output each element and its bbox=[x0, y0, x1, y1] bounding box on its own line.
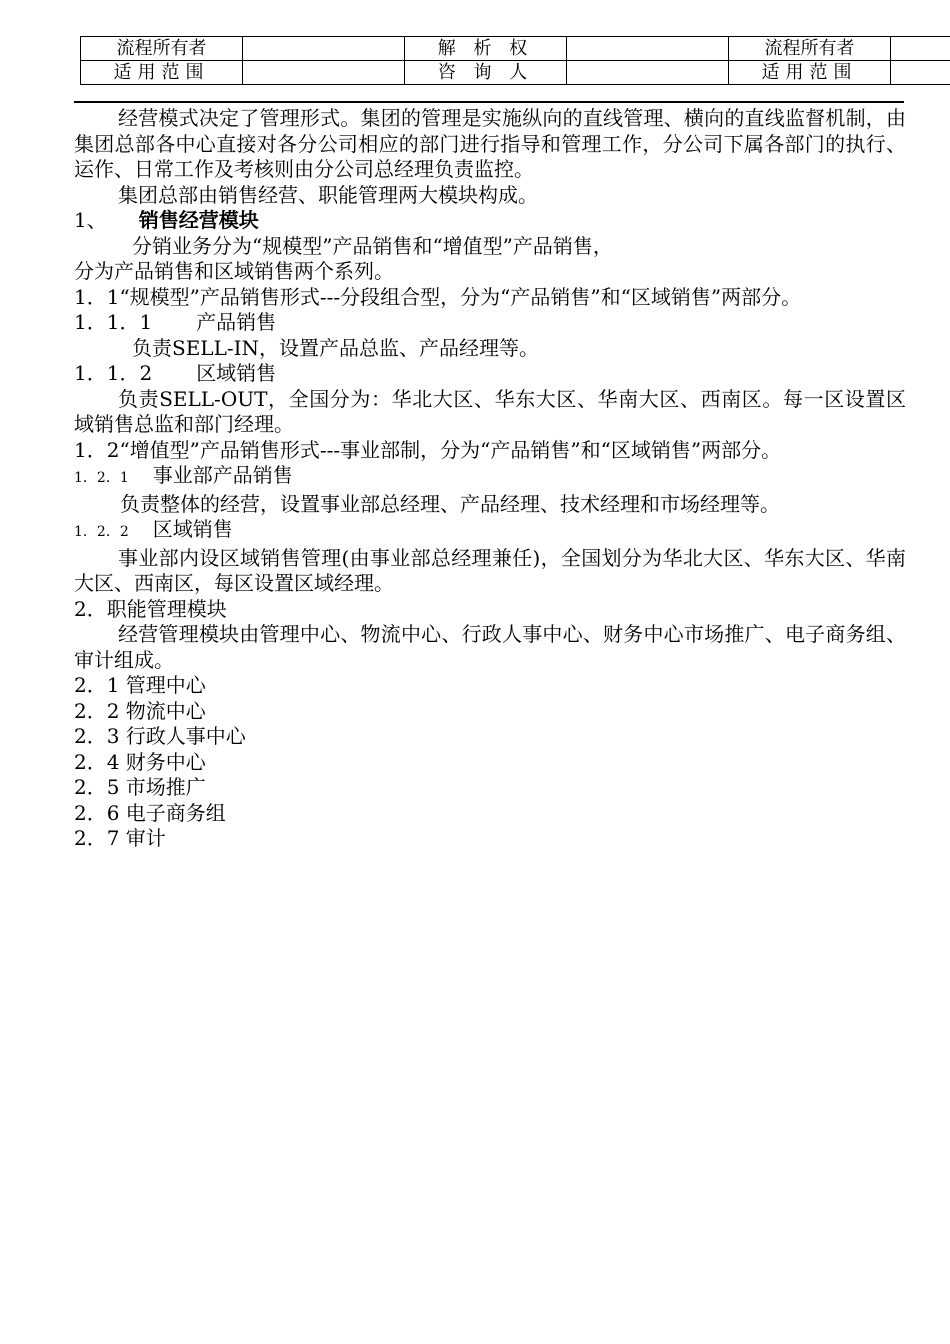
section-1-2-2-number: 1．2．2 bbox=[74, 524, 129, 540]
section-1-2-2-paragraph: 事业部内设区域销售管理(由事业部总经理兼任)，全国划分为华北大区、华东大区、华南大区、西南区，每区设置区域经理。 bbox=[74, 545, 906, 595]
section-1-1-1-heading bbox=[74, 310, 906, 336]
header-cell-process-owner: 流程所有者 bbox=[729, 37, 891, 61]
section-1-paragraph: 分销业务分为“规模型”产品销售和“增值型”产品销售， bbox=[132, 233, 613, 258]
section-1-2-1-title: 事业部产品销售 bbox=[152, 463, 293, 487]
section-2-list-item: 2．7 审计 bbox=[74, 826, 166, 850]
section-1-2-2-heading bbox=[74, 517, 906, 546]
section-2-list-item: 2．1 管理中心 bbox=[74, 673, 206, 697]
section-1-1-2-paragraph: 负责SELL-OUT，全国分为：华北大区、华东大区、华南大区、西南区。每一区设置区域销售总监和部门经理。 bbox=[74, 386, 906, 436]
section-1-2-2-title: 区域销售 bbox=[152, 517, 233, 541]
paragraph-intro: 经营模式决定了管理形式。集团的管理是实施纵向的直线管理、横向的直线监督机制，由集团总部各中心直接对各分公司相应的部门进行指导和管理工作，分公司下属各部门的执行、运作、日常工作及考核则由分公司总经理负责监控。 bbox=[74, 106, 906, 181]
header-rule bbox=[74, 101, 904, 103]
section-1-heading bbox=[74, 208, 906, 234]
header-table bbox=[80, 36, 950, 85]
header-cell-process-owner: 流程所有者 bbox=[81, 37, 243, 61]
section-1-1-2-number: 1．1．2 bbox=[74, 361, 153, 385]
section-1-1-2-title: 区域销售 bbox=[196, 361, 277, 385]
section-1-paragraph: 分为产品销售和区域销售两个系列。 bbox=[74, 259, 394, 283]
section-1-2-1-number: 1．2．1 bbox=[74, 470, 129, 486]
section-1-title: 销售经营模块 bbox=[138, 208, 259, 232]
section-1-2-heading: 1．2“增值型”产品销售形式---事业部制，分为“产品销售”和“区域销售”两部分。 bbox=[74, 437, 782, 462]
header-row bbox=[81, 61, 950, 85]
section-2-list-item: 2．6 电子商务组 bbox=[74, 800, 226, 825]
section-1-1-2-heading bbox=[74, 361, 906, 387]
document-body bbox=[74, 106, 906, 852]
header-cell-scope: 适用范围 bbox=[81, 61, 243, 85]
section-2-list-item: 2．4 财务中心 bbox=[74, 749, 206, 774]
section-1-1-1-paragraph: 负责SELL-IN，设置产品总监、产品经理等。 bbox=[132, 335, 540, 360]
header-cell-empty bbox=[243, 37, 405, 61]
header-cell-empty bbox=[891, 61, 950, 85]
section-2-heading: 2．职能管理模块 bbox=[74, 596, 227, 621]
section-2-list-item: 2．3 行政人事中心 bbox=[74, 724, 246, 748]
header-cell-empty bbox=[243, 61, 405, 85]
section-1-1-1-number: 1．1．1 bbox=[74, 310, 153, 334]
header-cell-empty bbox=[567, 61, 729, 85]
header-cell-empty bbox=[891, 37, 950, 61]
section-1-1-heading: 1．1“规模型”产品销售形式---分段组合型，分为“产品销售”和“区域销售”两部分。 bbox=[74, 284, 802, 309]
header-cell-scope: 适用范围 bbox=[729, 61, 891, 85]
section-1-1-1-title: 产品销售 bbox=[196, 310, 277, 334]
section-2-paragraph: 经营管理模块由管理中心、物流中心、行政人事中心、财务中心市场推广、电子商务组、审计组成。 bbox=[74, 622, 906, 672]
header-cell-interpretation-right: 解 析 权 bbox=[405, 37, 567, 61]
header-row bbox=[81, 37, 950, 61]
paragraph-structure: 集团总部由销售经营、职能管理两大模块构成。 bbox=[118, 182, 538, 207]
section-1-2-1-heading bbox=[74, 463, 906, 492]
section-2-list-item: 2．5 市场推广 bbox=[74, 775, 206, 799]
header-cell-empty bbox=[567, 37, 729, 61]
section-1-number: 1、 bbox=[74, 208, 107, 232]
section-2-list-item: 2．2 物流中心 bbox=[74, 698, 206, 723]
header-cell-consultant: 咨 询 人 bbox=[405, 61, 567, 85]
section-1-2-1-paragraph: 负责整体的经营，设置事业部总经理、产品经理、技术经理和市场经理等。 bbox=[120, 491, 780, 516]
